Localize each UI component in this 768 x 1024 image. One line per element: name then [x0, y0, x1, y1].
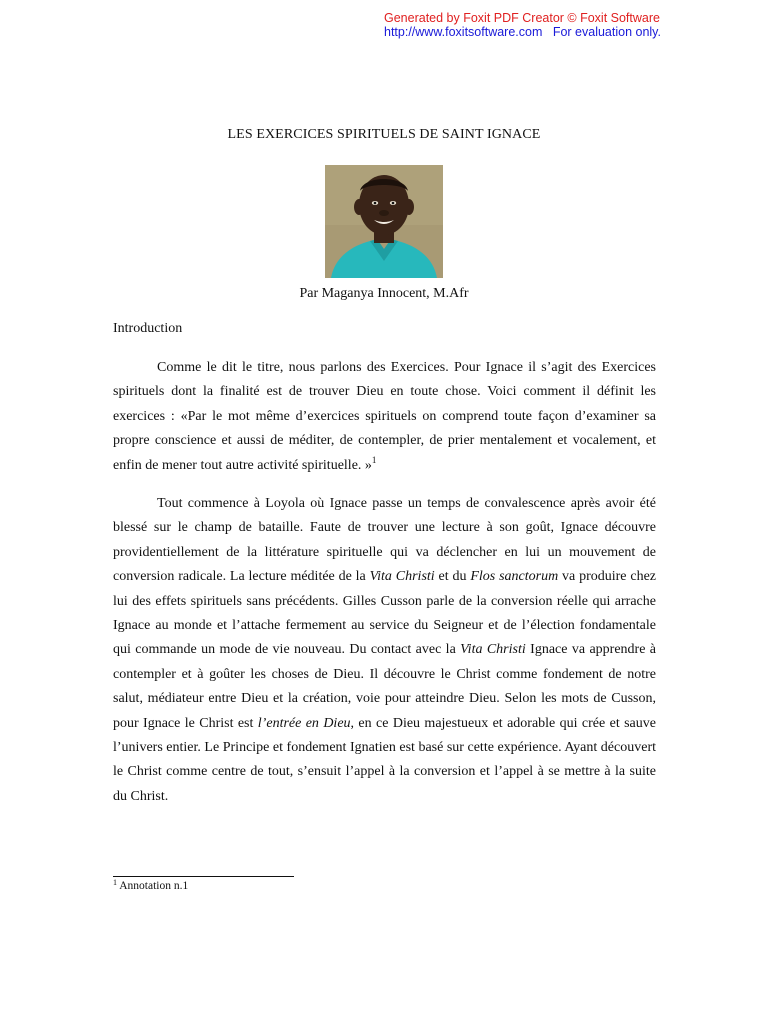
italic-title-vita-christi: Vita Christi — [369, 569, 435, 585]
author-portrait-photo — [325, 165, 443, 278]
watermark-line2 — [384, 25, 684, 39]
portrait-icon — [325, 165, 443, 278]
watermark-generator-text: Generated by Foxit PDF Creator © Foxit Software — [384, 11, 660, 25]
paragraph-2-segment: Ignace va apprendre à contempler et à goûter les choses de Dieu. Il découvre le Christ comme fondement de notre salut, médiateur entre Dieu et la création, voie pour atteindre Dieu. Selon les mots de Cusson, pour Ignace le Christ est — [113, 642, 657, 731]
paragraph-2-segment: Tout commence à Loyola où Ignace passe un temps de convalescence après avoir été blessé sur le champ de bataille. Faute de trouver une lecture à son goût, Ignace découvre providentiellement de la littérature spirituelle qui va déclencher en lui un mouvement de conversion radicale. La lecture méditée de la — [113, 496, 656, 585]
section-heading: Introduction — [113, 321, 183, 336]
paragraph-1-text: Comme le dit le titre, nous parlons des Exercices. Pour Ignace il s’agit des Exercices spirituels dont la finalité est de trouver Dieu en toute chose. Voici comment il définit les exercices : «Par le mot même d’exercices spirituels on comprend toute façon d’examiner sa propre conscience et aussi de méditer, de contempler, de prier mentalement et vocalement, et enfin de mener tout autre activité spirituelle. » — [113, 360, 656, 473]
author-byline: Par Maganya Innocent, M.Afr — [299, 286, 469, 301]
watermark-evaluation-note: For evaluation only. — [552, 25, 661, 39]
italic-title-vita-christi: Vita Christi — [460, 642, 526, 658]
paragraph-2 — [113, 492, 656, 809]
italic-phrase-entree-en-dieu: l’entrée en Dieu — [257, 715, 351, 731]
footnote — [113, 880, 188, 892]
document-title: LES EXERCICES SPIRITUELS DE SAINT IGNACE — [227, 127, 541, 142]
paragraph-2-segment: et du — [434, 569, 471, 585]
footnote-text: Annotation n.1 — [117, 880, 189, 892]
paragraph-1 — [113, 356, 656, 478]
footnote-separator — [113, 876, 294, 877]
footnote-number: 1 — [113, 878, 117, 887]
paragraph-2-segment: , en ce Dieu majestueux et adorable qui crée et sauve l’univers entier. Le Principe et fondement Ignatien est basé sur cette expérience. Ayant découvert le Christ comme centre de tout, s’ensuit l’appel à la conversion et l’appel à se mettre à la suite du Christ. — [113, 715, 656, 804]
watermark-link[interactable]: http://www.foxitsoftware.com — [384, 25, 543, 39]
paragraph-2-segment: va produire chez lui des effets spirituels sans précédents. Gilles Cusson parle de la conversion réelle qui arrache Ignace au monde et l’attache fermement au service du Seigneur et de l’élection fondamentale qui commande un mode de vie nouveau. Du contact avec la — [113, 569, 657, 658]
foxit-watermark — [384, 11, 684, 39]
footnote-reference: 1 — [371, 454, 377, 465]
italic-title-flos-sanctorum: Flos sanctorum — [470, 569, 559, 585]
